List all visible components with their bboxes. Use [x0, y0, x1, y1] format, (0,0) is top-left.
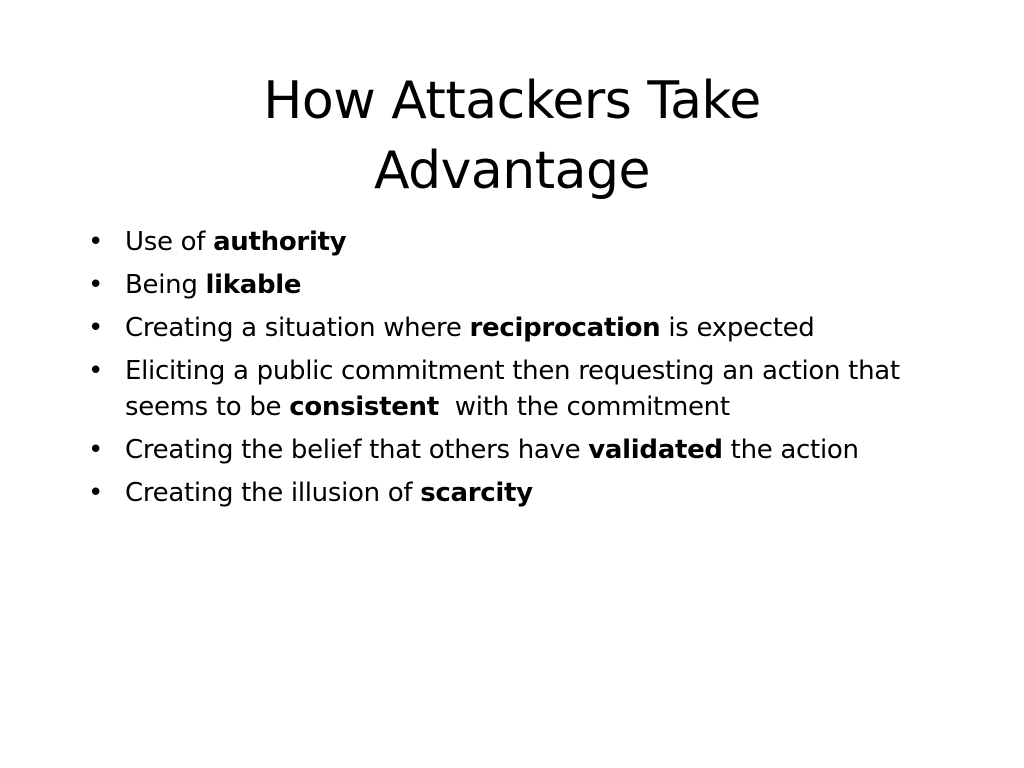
bullet-text: Creating a situation where	[125, 313, 470, 343]
bullet-marker: •	[88, 435, 104, 465]
bullet-text: Being	[125, 270, 206, 300]
bullet-text: with the commitment	[438, 392, 730, 422]
slide-title-line-1: How Attackers Take	[263, 71, 761, 131]
bullet-bold-term: likable	[205, 270, 302, 300]
bullet-bold-term: reciprocation	[469, 313, 661, 343]
bullet-text: Eliciting a public commitment then requesting an action that seems to be	[125, 356, 900, 422]
bullet-item-consistent	[88, 353, 958, 425]
bullet-text: Creating the illusion of	[125, 478, 421, 508]
bullet-bold-term: consistent	[289, 392, 439, 422]
bullet-item-likable	[88, 267, 958, 303]
bullet-text: the action	[722, 435, 859, 465]
bullet-text: is expected	[660, 313, 815, 343]
bullet-marker: •	[88, 313, 104, 343]
bullet-item-authority	[88, 224, 958, 260]
slide-title	[60, 66, 964, 206]
bullet-marker: •	[88, 227, 104, 257]
bullet-marker: •	[88, 270, 104, 300]
bullet-bold-term: validated	[588, 435, 723, 465]
bullet-list	[88, 224, 958, 518]
bullet-item-reciprocation	[88, 310, 958, 346]
bullet-marker: •	[88, 478, 104, 508]
bullet-bold-term: scarcity	[420, 478, 533, 508]
bullet-item-scarcity	[88, 475, 958, 511]
bullet-item-validated	[88, 432, 958, 468]
bullet-text: Creating the belief that others have	[125, 435, 589, 465]
bullet-text: Use of	[125, 227, 214, 257]
bullet-marker: •	[88, 356, 104, 386]
bullet-bold-term: authority	[213, 227, 347, 257]
slide-title-line-2: Advantage	[373, 141, 650, 201]
